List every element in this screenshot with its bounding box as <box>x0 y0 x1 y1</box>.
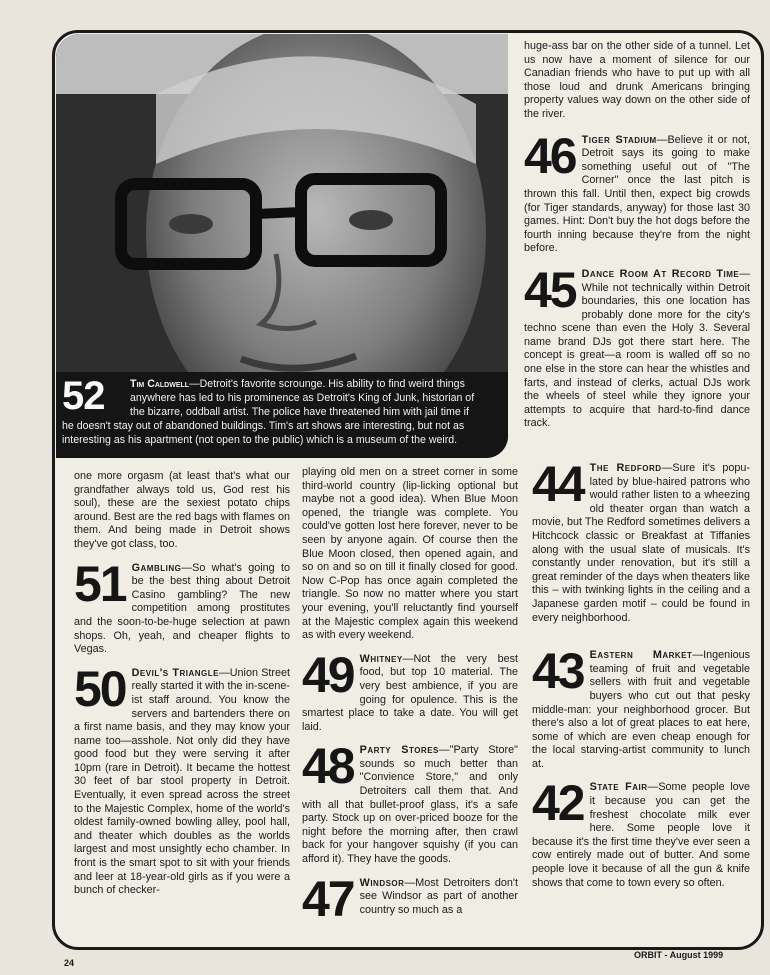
entry-49-text: —Not the very best food, but top 10 material. The very best ambience, if you are going for opulence. This is the smartest place to take a date. You will get laid. <box>302 652 518 733</box>
photo-caption <box>56 372 508 458</box>
entry-50-text: —Union Street really started it with the in-scene-ist staff around. You know the servers and bartenders there on a first name basis, and they may know your name too—asshole. Not only did they have good food but they were serving it after 10pm (rare in Detroit). It became the hottest 30 feet of bar stool property in Detroit. Eventually, it even spread across the street to the Majestic Complex, home of the world's oldest family-owned bowling alley, pool hall, and theater which doubles as the worlds largest and most unsightly echo chamber. In front is the smart spot to sit with your friends and leer at 18-year-old girls as if you were a bunch of checker- <box>74 666 291 897</box>
entry-46-title: Tiger Stadium <box>581 133 657 146</box>
entry-50 <box>74 660 291 898</box>
entry-43 <box>532 643 750 771</box>
entry-44-number: 44 <box>532 456 584 512</box>
column-2 <box>302 466 518 927</box>
column-1-intro: one more orgasm (at least that's what our grandfather always told us, God rest his soul), these are the sexiest potato chips around. Best are the red bags with flames on them. And being made in Detroit shows they've got class, too. <box>74 470 290 550</box>
caption-title: Tim Caldwell <box>130 378 190 390</box>
issue-label: ORBIT - August 1999 <box>634 950 724 960</box>
entry-49-title: Whitney <box>359 652 403 665</box>
entry-44 <box>532 456 750 625</box>
entry-42-number: 42 <box>532 775 584 832</box>
entry-43-number: 43 <box>532 643 584 700</box>
entry-49 <box>302 646 518 735</box>
entry-48-title: Party Stores <box>359 744 439 757</box>
entry-47 <box>302 870 518 927</box>
caption-line-2: anywhere has led to his prominence as Detroit's King of Junk, historian of <box>130 392 475 404</box>
entry-42-title: State Fair <box>589 781 648 794</box>
entry-45 <box>524 261 750 431</box>
entry-47-number: 47 <box>302 870 354 927</box>
entry-47-title: Windsor <box>359 876 405 889</box>
column-3-intro: huge-ass bar on the other side of a tunnel. Let us now have a moment of silence for our Canadian friends who have to put up with all those loud and drunk Americans bringing property values way down on the other side of the river. <box>524 40 750 120</box>
entry-51-number: 51 <box>74 555 126 612</box>
entry-44-title: The Redford <box>589 462 662 474</box>
entry-49-number: 49 <box>302 646 354 703</box>
portrait-photo <box>56 34 508 458</box>
entry-50-title: Devil's Triangle <box>131 666 219 679</box>
entry-51-title: Gambling <box>131 561 182 574</box>
entry-48-number: 48 <box>302 738 354 795</box>
column-3-bottom <box>532 456 751 890</box>
entry-45-number: 45 <box>524 261 576 318</box>
page-number: 24 <box>64 958 75 968</box>
entry-43-title: Eastern Market <box>589 649 693 662</box>
entry-51 <box>74 555 290 657</box>
entry-43-text: —Ingenious teaming of fruit and vegetable sellers with fruit and vegetable buyers who cut out that pesky middle-man: your neighborhood grocer. But there's also a lot of great places to eat here, some of which are even cheap enough for the local starving-artist community to lunch at. <box>532 649 750 770</box>
caption-line-4: he doesn't stay out of abandoned buildings. Tim's art shows are interesting, but not as <box>62 420 465 432</box>
column-1 <box>74 470 290 898</box>
column-3-top <box>524 40 750 431</box>
entry-42 <box>532 775 751 890</box>
entry-48-text: —"Party Store" sounds so much better than "Convience Store," and only Detroiters call them that. And with all that bullet-proof glass, it's a safe party. Stock up on over-priced booze for the night before the morning after, then crawl back for your hangover squishy (if you can afford it). They have the goods. <box>302 744 518 866</box>
entry-50-number: 50 <box>74 660 126 717</box>
caption-line-1: —Detroit's favorite scrounge. His ability to find weird things <box>189 378 465 390</box>
entry-47-text: —Most Detroiters don't see Windsor as part of another country so much as a <box>359 876 518 916</box>
entry-45-text: —While not technically within Detroit boundaries, this one location has probably done more for the city's techno scene than even the Holy 3. Several name brand DJs got there start here. The concept is great—a room is walled off so no one else in the store can hear the whistles and farts, and instead of clerks, actual DJs work the wheels of steel while they ignore your attempts to acquire that hard-to-find dance track. <box>524 267 750 430</box>
entry-46-number: 46 <box>524 127 576 184</box>
entry-46 <box>524 127 750 256</box>
caption-line-5: interesting as his apartment (not open to the public) which is a museum of the weird. <box>62 434 458 446</box>
entry-45-title: Dance Room At Record Time <box>581 267 740 280</box>
caption-line-3: the bizarre, oddball artist. The police have threatened him with jail time if <box>130 406 469 418</box>
column-2-intro: playing old men on a street corner in some third-world country (lip-licking optional but maybe not a good idea). When Blue Moon opened, the triangle was complete. You could've gotten lost here forever, never to be seen by anyone again. Of course then the Blue Moon closed, then opened again, and so on and so on till it finally closed for good. Now C-Pop has once again completed the triangle. So now no matter where you start your evening, you'll reluctantly find yourself at the Majestic complex again this weekend as with every weekend. <box>302 466 518 642</box>
entry-51-text: —So what's going to be the best thing about Detroit Casino gambling? The new competition among prostitutes and the soon-to-be-huge selection at pawn shops. Oh, yeah, and cheaper flights to Vegas. <box>74 561 290 656</box>
entry-46-text: —Believe it or not, Detroit says its going to make something useful out of "The Corner" once the last pitch is thrown this fall. Until then, expect big crowds (for Tiger standards, anyway) for those last 30 games. Hint: Don't buy the hot dogs before the fourth inning because they're from the night before. <box>524 133 750 255</box>
entry-44-text: —Sure it's popu-lated by blue-haired patrons who would rather listen to a wheezing old theater organ than watch a movie, but The Redford sometimes delivers a Hitchcock classic or Breakfast at Tiffanies along with the usual slate of musicals. It's constantly under renovation, but it's still a great reminder of the days when theaters like this – with twinking lights in the ceiling and a Japanese garden motif – could be found in every neighborhood. <box>532 462 750 624</box>
entry-42-text: —Some people love it because you can get the freshest chocolate milk ever here. Some people love it because it's the first time they've ever seen a cow entirely made out of butter. And some people love it because of all the gun & knife shows that come to town every so often. <box>532 781 751 889</box>
caption-number: 52 <box>62 374 105 418</box>
entry-48 <box>302 738 518 866</box>
